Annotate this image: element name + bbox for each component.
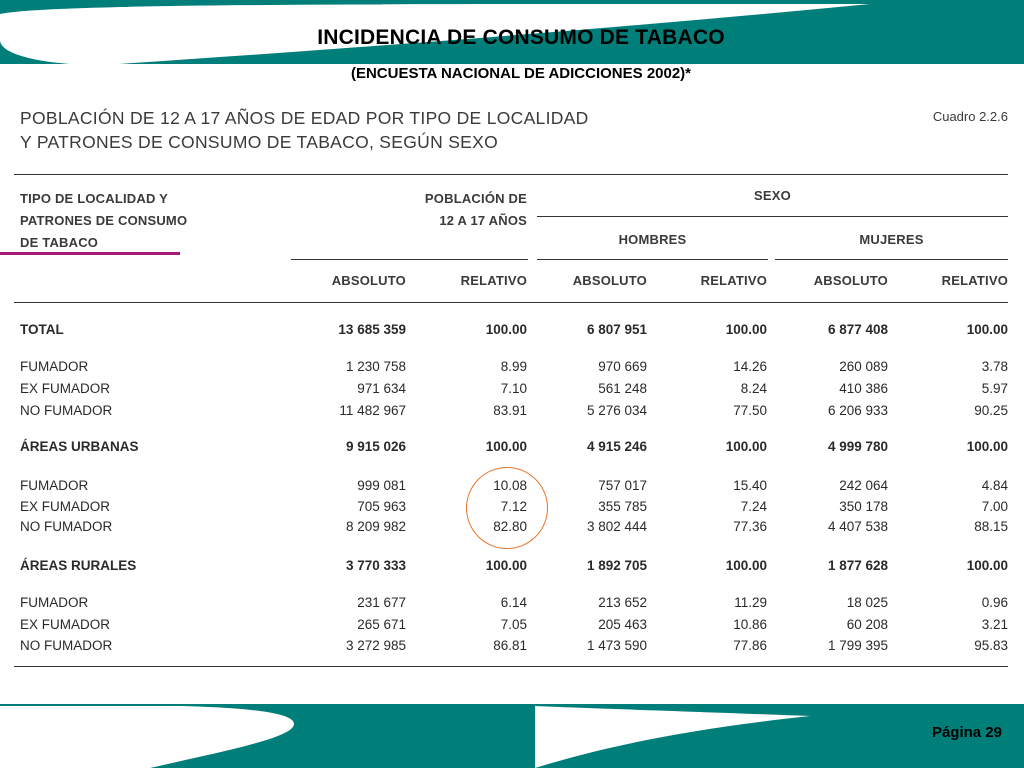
row-label: NO FUMADOR [20,403,113,418]
table-row [0,403,1024,423]
hombres-rule [537,259,768,260]
mujeres-relativo: 4.84 [981,478,1008,493]
row-label: ÁREAS RURALES [20,558,137,573]
mujeres-absoluto: 4 999 780 [827,439,888,454]
pop-relativo: 6.14 [500,595,527,610]
hombres-absoluto: 355 785 [598,499,647,514]
pop-absoluto: 999 081 [357,478,406,493]
page-number: Página 29 [931,724,1002,741]
row-label-header [20,188,187,254]
sexo-rule [537,216,1008,217]
pop-absoluto: 971 634 [357,381,406,396]
pop-relativo: 100.00 [485,322,527,337]
hombres-relativo: 11.29 [734,595,767,610]
table-heading [20,106,589,154]
pop-absoluto: 1 230 758 [345,359,406,374]
header-bottom-rule [14,302,1008,303]
hombres-relativo: 100.00 [725,322,767,337]
table-row [0,617,1024,637]
pop-absoluto: 265 671 [357,617,406,632]
hombres-absoluto-header: ABSOLUTO [572,273,647,288]
hombres-absoluto: 5 276 034 [586,403,647,418]
table-code: Cuadro 2.2.6 [932,109,1008,124]
table-heading-line2: Y PATRONES DE CONSUMO DE TABACO, SEGÚN SEXO [20,132,499,152]
mujeres-header: MUJERES [859,232,924,247]
hombres-absoluto: 6 807 951 [586,322,647,337]
mujeres-relativo: 3.21 [981,617,1008,632]
pop-relativo: 86.81 [493,638,527,653]
hombres-absoluto: 1 892 705 [586,558,647,573]
mujeres-absoluto: 6 877 408 [827,322,888,337]
mujeres-absoluto: 6 206 933 [827,403,888,418]
mujeres-relativo: 3.78 [981,359,1008,374]
population-header [425,188,527,232]
pop-absoluto: 13 685 359 [338,322,406,337]
hombres-absoluto: 757 017 [598,478,647,493]
row-label: FUMADOR [20,595,89,610]
mujeres-relativo: 0.96 [981,595,1008,610]
mujeres-relativo: 100.00 [966,439,1008,454]
hombres-absoluto: 561 248 [598,381,647,396]
mujeres-absoluto: 1 799 395 [827,638,888,653]
table-row-areas-urbanas [0,439,1024,459]
mujeres-relativo: 5.97 [981,381,1008,396]
row-label: TOTAL [20,322,64,337]
row-label-header-line1: TIPO DE LOCALIDAD Y [20,191,169,206]
row-label: EX FUMADOR [20,381,111,396]
hombres-relativo-header: RELATIVO [700,273,767,288]
row-label: NO FUMADOR [20,519,113,534]
table-bottom-rule [14,666,1008,667]
table-heading-line1: POBLACIÓN DE 12 A 17 AÑOS DE EDAD POR TIPO DE LOCALIDAD [20,108,589,128]
pop-relativo: 7.10 [500,381,527,396]
hombres-relativo: 77.50 [733,403,767,418]
pop-absoluto: 3 770 333 [345,558,406,573]
hombres-relativo: 14.26 [733,359,767,374]
row-label: EX FUMADOR [20,499,111,514]
hombres-relativo: 100.00 [725,439,767,454]
slide-title: INCIDENCIA DE CONSUMO DE TABACO [317,26,725,49]
row-label: FUMADOR [20,478,89,493]
mujeres-relativo: 88.15 [974,519,1008,534]
pop-relativo: 100.00 [485,439,527,454]
pop-relativo: 10.08 [493,478,527,493]
mujeres-absoluto: 4 407 538 [827,519,888,534]
hombres-header: HOMBRES [618,232,687,247]
pop-absoluto: 11 482 967 [339,403,406,418]
pop-relativo: 83.91 [493,403,527,418]
hombres-absoluto: 4 915 246 [586,439,647,454]
mujeres-relativo-header: RELATIVO [941,273,1008,288]
mujeres-absoluto-header: ABSOLUTO [813,273,888,288]
mujeres-relativo: 100.00 [966,558,1008,573]
mujeres-absoluto: 350 178 [839,499,888,514]
hombres-absoluto: 3 802 444 [586,519,647,534]
mujeres-absoluto: 18 025 [846,595,888,610]
row-label: FUMADOR [20,359,89,374]
row-label: ÁREAS URBANAS [20,439,139,454]
table-row [0,595,1024,615]
hombres-relativo: 7.24 [740,499,767,514]
hombres-relativo: 100.00 [725,558,767,573]
sexo-header: SEXO [754,188,791,203]
pop-relativo: 7.12 [500,499,527,514]
population-header-line1: POBLACIÓN DE [424,191,527,206]
pop-relativo-header: RELATIVO [460,273,527,288]
row-label-header-line3: DE TABACO [20,235,99,250]
hombres-absoluto: 205 463 [598,617,647,632]
population-header-line2: 12 A 17 AÑOS [439,213,527,228]
hombres-relativo: 77.86 [733,638,767,653]
hombres-absoluto: 1 473 590 [586,638,647,653]
mujeres-relativo: 95.83 [974,638,1008,653]
pop-absoluto: 3 272 985 [345,638,406,653]
row-label-header-line2: PATRONES DE CONSUMO [20,213,188,228]
mujeres-absoluto: 1 877 628 [827,558,888,573]
mujeres-absoluto: 260 089 [839,359,888,374]
pop-relativo: 8.99 [500,359,527,374]
mujeres-absoluto: 60 208 [846,617,888,632]
hombres-relativo: 10.86 [733,617,767,632]
hombres-relativo: 8.24 [740,381,767,396]
pop-relativo: 7.05 [500,617,527,632]
table-row [0,381,1024,401]
slide-subtitle: (ENCUESTA NACIONAL DE ADICCIONES 2002)* [350,65,692,82]
mujeres-rule [775,259,1008,260]
hombres-relativo: 15.40 [733,478,767,493]
hombres-relativo: 77.36 [733,519,767,534]
pop-absoluto: 8 209 982 [345,519,406,534]
table-row [0,359,1024,379]
table-top-rule [14,174,1008,175]
mujeres-relativo: 100.00 [966,322,1008,337]
row-label: NO FUMADOR [20,638,113,653]
pop-absoluto-header: ABSOLUTO [331,273,406,288]
hombres-absoluto: 213 652 [598,595,647,610]
table-row-total [0,322,1024,342]
mujeres-absoluto: 410 386 [839,381,888,396]
pop-absoluto: 231 677 [357,595,406,610]
mujeres-relativo: 90.25 [974,403,1008,418]
pop-absoluto: 705 963 [357,499,406,514]
table-row [0,638,1024,658]
hombres-absoluto: 970 669 [598,359,647,374]
table-row-areas-rurales [0,558,1024,578]
pop-relativo: 82.80 [493,519,527,534]
pop-relativo: 100.00 [485,558,527,573]
mujeres-relativo: 7.00 [981,499,1008,514]
row-label: EX FUMADOR [20,617,111,632]
population-rule [291,259,528,260]
pop-absoluto: 9 915 026 [345,439,406,454]
highlight-circle [466,467,548,549]
mujeres-absoluto: 242 064 [839,478,888,493]
